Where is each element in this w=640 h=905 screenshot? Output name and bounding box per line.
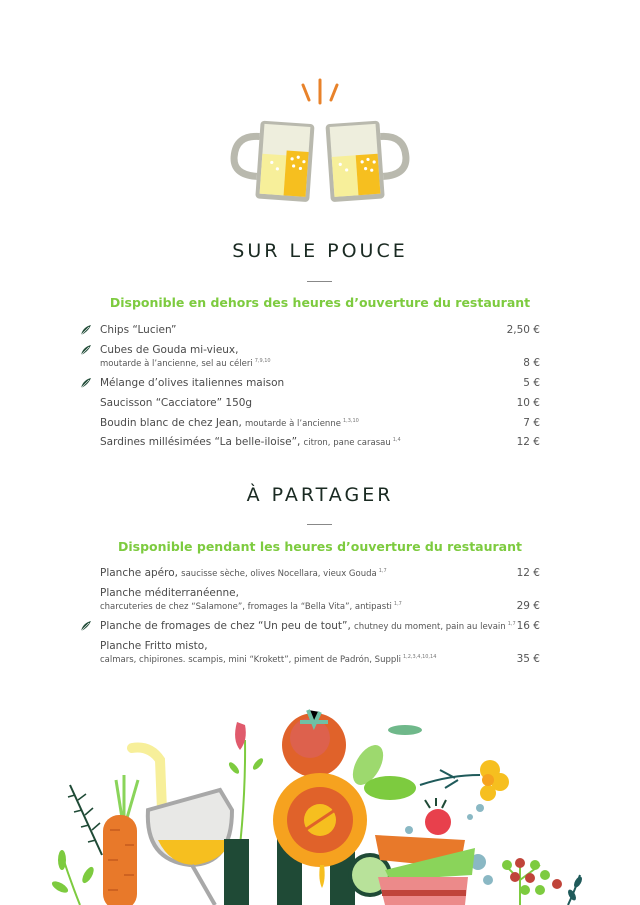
section-divider bbox=[307, 524, 332, 525]
item-price: 10 € bbox=[516, 397, 540, 409]
item-description: moutarde à l’ancienne bbox=[245, 419, 341, 429]
allergen-codes: 1,4 bbox=[392, 436, 401, 443]
leaf-icon bbox=[80, 324, 92, 336]
menu-item bbox=[100, 324, 540, 336]
item-price: 8 € bbox=[523, 357, 540, 369]
section-divider bbox=[307, 281, 332, 282]
menu-item bbox=[100, 640, 540, 665]
item-price: 7 € bbox=[523, 417, 540, 429]
item-price: 5 € bbox=[523, 377, 540, 389]
allergen-codes: 1,7 bbox=[378, 567, 387, 574]
item-name: Mélange d’olives italiennes maison bbox=[100, 377, 285, 389]
menu-item bbox=[100, 587, 540, 612]
item-price: 12 € bbox=[516, 436, 540, 448]
item-description: moutarde à l’ancienne, sel au céleri bbox=[100, 358, 253, 369]
item-name: Boudin blanc de chez Jean, bbox=[100, 417, 242, 429]
item-name: Saucisson “Cacciatore” 150g bbox=[100, 397, 253, 409]
section-subtitle: Disponible en dehors des heures d’ouverture du restaurant bbox=[109, 295, 531, 310]
leaf-icon bbox=[80, 377, 92, 389]
allergen-codes: 1,7 bbox=[507, 620, 516, 627]
item-name: Planche de fromages de chez “Un peu de tout”, bbox=[100, 620, 351, 632]
item-name: Planche Fritto misto, bbox=[100, 640, 208, 652]
item-price: 16 € bbox=[516, 620, 540, 632]
item-price: 2,50 € bbox=[506, 324, 540, 336]
item-name: Cubes de Gouda mi-vieux, bbox=[100, 344, 239, 356]
section-title-a-partager: À PARTAGER bbox=[246, 484, 394, 506]
leaf-icon bbox=[80, 344, 92, 356]
menu-item bbox=[100, 567, 540, 579]
item-name: Chips “Lucien” bbox=[100, 324, 177, 336]
allergen-codes: 7,9,10 bbox=[254, 358, 271, 364]
beer-mugs-cheers-icon bbox=[220, 70, 420, 210]
menu-item bbox=[100, 436, 540, 448]
menu-item bbox=[100, 344, 540, 369]
section-subtitle: Disponible pendant les heures d’ouverture du restaurant bbox=[118, 539, 522, 554]
item-price: 12 € bbox=[516, 567, 540, 579]
allergen-codes: 1,2,3,4,10,14 bbox=[402, 654, 437, 660]
allergen-codes: 1,7 bbox=[393, 601, 402, 607]
item-description: citron, pane carasau bbox=[303, 438, 391, 448]
menu-item bbox=[100, 397, 540, 409]
allergen-codes: 1,3,10 bbox=[342, 417, 359, 424]
menu-item bbox=[100, 377, 540, 389]
item-description: saucisse sèche, olives Nocellara, vieux Gouda bbox=[181, 569, 377, 579]
menu-item bbox=[100, 620, 540, 632]
item-description: chutney du moment, pain au levain bbox=[354, 622, 506, 632]
item-price: 35 € bbox=[516, 653, 540, 665]
item-price: 29 € bbox=[516, 600, 540, 612]
item-description: calmars, chipirones. scampis, mini “Krokett”, piment de Padrón, Suppli bbox=[100, 654, 401, 665]
vegetables-illustration bbox=[0, 700, 640, 905]
leaf-icon bbox=[80, 620, 92, 632]
item-name: Sardines millésimées “La belle-iloise”, bbox=[100, 436, 301, 448]
item-name: Planche apéro, bbox=[100, 567, 178, 579]
section-title-sur-le-pouce: SUR LE POUCE bbox=[232, 240, 408, 262]
menu-item bbox=[100, 417, 540, 429]
item-description: charcuteries de chez “Salamone”, fromages la “Bella Vita”, antipasti bbox=[100, 601, 392, 612]
item-name: Planche méditerranéenne, bbox=[100, 587, 239, 599]
